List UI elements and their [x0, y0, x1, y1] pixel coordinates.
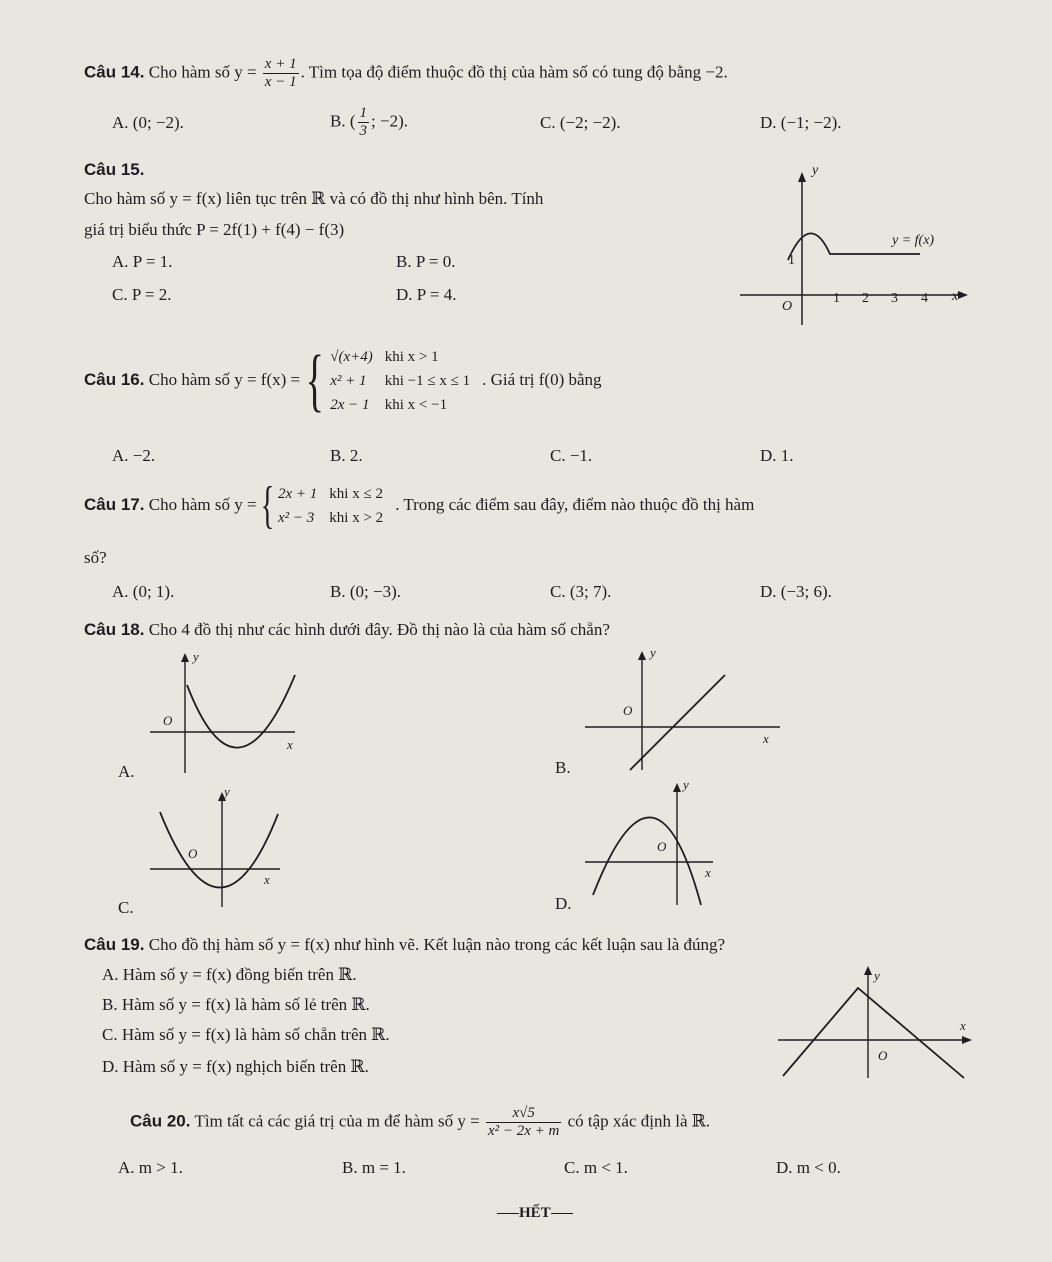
q20-fraction: $\frac{x√5}{\text{x² − 2x + m}}$ — [487, 1105, 560, 1139]
q15-origin: O — [782, 299, 793, 314]
q19-label: Câu 19. — [84, 935, 145, 954]
svg-text:O: O — [657, 839, 667, 854]
q18-key-c[interactable]: C. — [118, 898, 134, 917]
q16-option-c[interactable]: C. −1. — [550, 446, 593, 465]
q19-option-c[interactable]: C. Hàm số y = f(x) là hàm số chẵn trên ℝ. — [102, 1025, 390, 1044]
q14-optb-fraction: $\frac{1}{3}$ — [359, 105, 368, 139]
q18-graph-b[interactable] — [585, 645, 785, 775]
q14-text-a: Cho hàm số y = — [148, 62, 261, 82]
q16-stem: Câu 16. Cho hàm số y = f(x) = { √(x+4) khi x > 1 x² + 1 khi −1 ≤ x ≤ 1 2x − 1 khi x < −1 . Giá trị f(0) bằng — [84, 342, 602, 419]
q15-y-label: y — [812, 163, 819, 178]
q15-option-c[interactable]: C. P = 2. — [112, 285, 172, 304]
q17-text-c: số? — [84, 548, 107, 567]
q15-label: Câu 15. — [84, 160, 145, 179]
svg-text:y: y — [874, 968, 880, 983]
svg-text:O: O — [188, 846, 198, 861]
q18-stem — [84, 620, 610, 640]
q20-option-d[interactable]: D. m < 0. — [776, 1158, 841, 1177]
q19-text: Cho đồ thị hàm số y = f(x) như hình vẽ. Kết luận nào trong các kết luận sau là đúng? — [148, 935, 726, 954]
svg-text:y: y — [224, 784, 230, 799]
q15-fn-label: y = f(x) — [892, 233, 935, 248]
q15-option-a[interactable]: A. P = 1. — [112, 252, 173, 271]
q20-text-a: Tìm tất cả các giá trị của m để hàm số y = — [194, 1111, 484, 1131]
q15-option-d[interactable]: D. P = 4. — [396, 285, 457, 304]
q19-option-a[interactable]: A. Hàm số y = f(x) đồng biến trên ℝ. — [102, 965, 357, 984]
q16-option-d[interactable]: D. 1. — [760, 446, 794, 465]
q17-text-b: . Trong các điểm sau đây, điểm nào thuộc đồ thị hàm — [395, 494, 755, 514]
q15-tick-2: 2 — [862, 291, 869, 306]
q15-tick-3: 3 — [891, 291, 898, 306]
svg-text:x: x — [287, 737, 293, 752]
q20-label: Câu 20. — [130, 1111, 191, 1131]
q14-fraction: $\frac{x + 1}{x - 1}$ — [264, 56, 297, 90]
q20-option-b[interactable]: B. m = 1. — [342, 1158, 406, 1177]
q18-graph-c[interactable] — [150, 782, 285, 912]
svg-text:x: x — [264, 872, 270, 887]
svg-text:x: x — [763, 731, 769, 746]
q18-label: Câu 18. — [84, 620, 145, 639]
q20-text-b: có tập xác định là ℝ. — [563, 1111, 711, 1131]
q16-text-a: Cho hàm số y = f(x) = — [148, 369, 301, 389]
q18-key-a[interactable]: A. — [118, 762, 135, 781]
q18-graph-a[interactable] — [145, 645, 300, 780]
q14-stem — [84, 56, 728, 91]
q15-line1: Cho hàm số y = f(x) liên tục trên ℝ và có đồ thị như hình bên. Tính — [84, 189, 544, 208]
q15-tick-4: 4 — [921, 291, 928, 306]
q14-option-b[interactable]: B. ( $\frac{1}{3}$ ; −2). — [330, 105, 408, 139]
svg-text:O: O — [623, 703, 633, 718]
q14-text-b: . Tìm tọa độ điểm thuộc đồ thị của hàm số có tung độ bằng −2. — [300, 62, 728, 82]
q16-text-b: . Giá trị f(0) bằng — [482, 369, 602, 389]
q14-label: Câu 14. — [84, 62, 145, 82]
q14-option-c[interactable]: C. (−2; −2). — [540, 113, 621, 132]
q20-stem — [130, 1105, 710, 1140]
q19-option-d[interactable]: D. Hàm số y = f(x) nghịch biến trên ℝ. — [102, 1057, 369, 1076]
q17-option-c[interactable]: C. (3; 7). — [550, 582, 612, 601]
q19-stem — [84, 935, 725, 955]
q17-label: Câu 17. — [84, 494, 145, 514]
q17-cases: 2x + 1 khi x ≤ 2 x² − 3 khi x > 2 — [278, 486, 384, 526]
q17-option-d[interactable]: D. (−3; 6). — [760, 582, 832, 601]
q18-key-d[interactable]: D. — [555, 894, 572, 913]
q15-graph — [740, 150, 970, 330]
q15-option-b[interactable]: B. P = 0. — [396, 252, 456, 271]
q16-label: Câu 16. — [84, 369, 145, 389]
svg-text:y: y — [650, 645, 656, 660]
q18-key-b[interactable]: B. — [555, 758, 571, 777]
q17-text-a: Cho hàm số y = — [148, 494, 257, 514]
q15-line2: giá trị biểu thức P = 2f(1) + f(4) − f(3) — [84, 220, 345, 239]
q15-tick-1: 1 — [833, 291, 840, 306]
svg-text:y: y — [193, 649, 199, 664]
q17-option-a[interactable]: A. (0; 1). — [112, 582, 175, 601]
q16-option-b[interactable]: B. 2. — [330, 446, 363, 465]
q20-option-c[interactable]: C. m < 1. — [564, 1158, 628, 1177]
q16-option-a[interactable]: A. −2. — [112, 446, 156, 465]
q17-option-b[interactable]: B. (0; −3). — [330, 582, 401, 601]
q15-y-one: 1 — [788, 253, 795, 268]
q18-graph-d[interactable] — [585, 775, 725, 910]
q14-option-d[interactable]: D. (−1; −2). — [760, 113, 842, 132]
q19-graph — [778, 958, 978, 1083]
svg-text:y: y — [683, 777, 689, 792]
svg-text:x: x — [705, 865, 711, 880]
q19-option-b[interactable]: B. Hàm số y = f(x) là hàm số lẻ trên ℝ. — [102, 995, 370, 1014]
q14-option-a[interactable]: A. (0; −2). — [112, 113, 184, 132]
q18-text: Cho 4 đồ thị như các hình dưới đây. Đồ thị nào là của hàm số chẵn? — [148, 620, 610, 639]
svg-text:O: O — [878, 1048, 888, 1063]
q20-option-a[interactable]: A. m > 1. — [118, 1158, 183, 1177]
footer-end: HẾT — [497, 1205, 573, 1222]
svg-text:x: x — [960, 1018, 966, 1033]
q15-x-label: x — [952, 289, 959, 304]
q16-cases: √(x+4) khi x > 1 x² + 1 khi −1 ≤ x ≤ 1 2x − 1 khi x < −1 — [330, 349, 471, 413]
svg-text:O: O — [163, 713, 173, 728]
q17-stem: Câu 17. Cho hàm số y = { 2x + 1 khi x ≤ 2 x² − 3 khi x > 2 . Trong các điểm sau đây, điểm nào thuộc đồ thị hàm — [84, 477, 755, 534]
